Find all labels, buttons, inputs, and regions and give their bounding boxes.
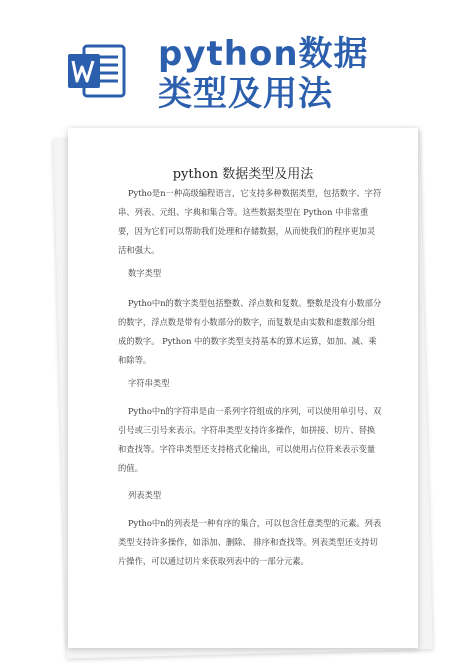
document-title: python 数据类型及用法 — [172, 167, 314, 182]
section-body-strings: Pytho中n的字符串是由一系列字符组成的序列，可以使用单引号、双引号或三引号来表示。字符串类型支持许多操作，如拼接、切片、替换和查找等。字符串类型还支持格式化输出，可以使用占位符来表示变量的值。 — [118, 406, 382, 473]
word-document-icon — [66, 40, 128, 102]
section-heading-strings: 字符串类型 — [128, 378, 170, 388]
section-body-numbers: Pytho中n的数字类型包括整数、浮点数和复数。整数是没有小数部分的数字，浮点数是带有小数部分的数字，而复数是由实数和虚数部分组成的数字。 Python 中的数字类型支持基本的算术运算，如加、减、乘和除等。 — [118, 298, 382, 365]
intro-paragraph: Pytho是n一种高级编程语言，它支持多种数据类型，包括数字、字符串、列表、元组、字典和集合等。这些数据类型在 Python 中非常重要，因为它们可以帮助我们处理和存储数据，从而使我们的程序更加灵活和强大。 — [118, 188, 382, 255]
document-page — [68, 128, 418, 648]
banner-title-line-2: 类型及用法 — [158, 74, 333, 114]
section-body-lists: Pytho中n的列表是一种有序的集合，可以包含任意类型的元素。列表类型支持许多操作，如添加、删除、 排序和查找等。列表类型还支持切片操作，可以通过切片来获取列表中的一部分元素。 — [118, 518, 382, 566]
section-heading-numbers: 数字类型 — [128, 268, 162, 278]
banner — [0, 0, 474, 120]
section-heading-lists: 列表类型 — [128, 490, 162, 500]
banner-title — [158, 34, 458, 114]
banner-title-line-1: python数据 — [158, 34, 369, 74]
